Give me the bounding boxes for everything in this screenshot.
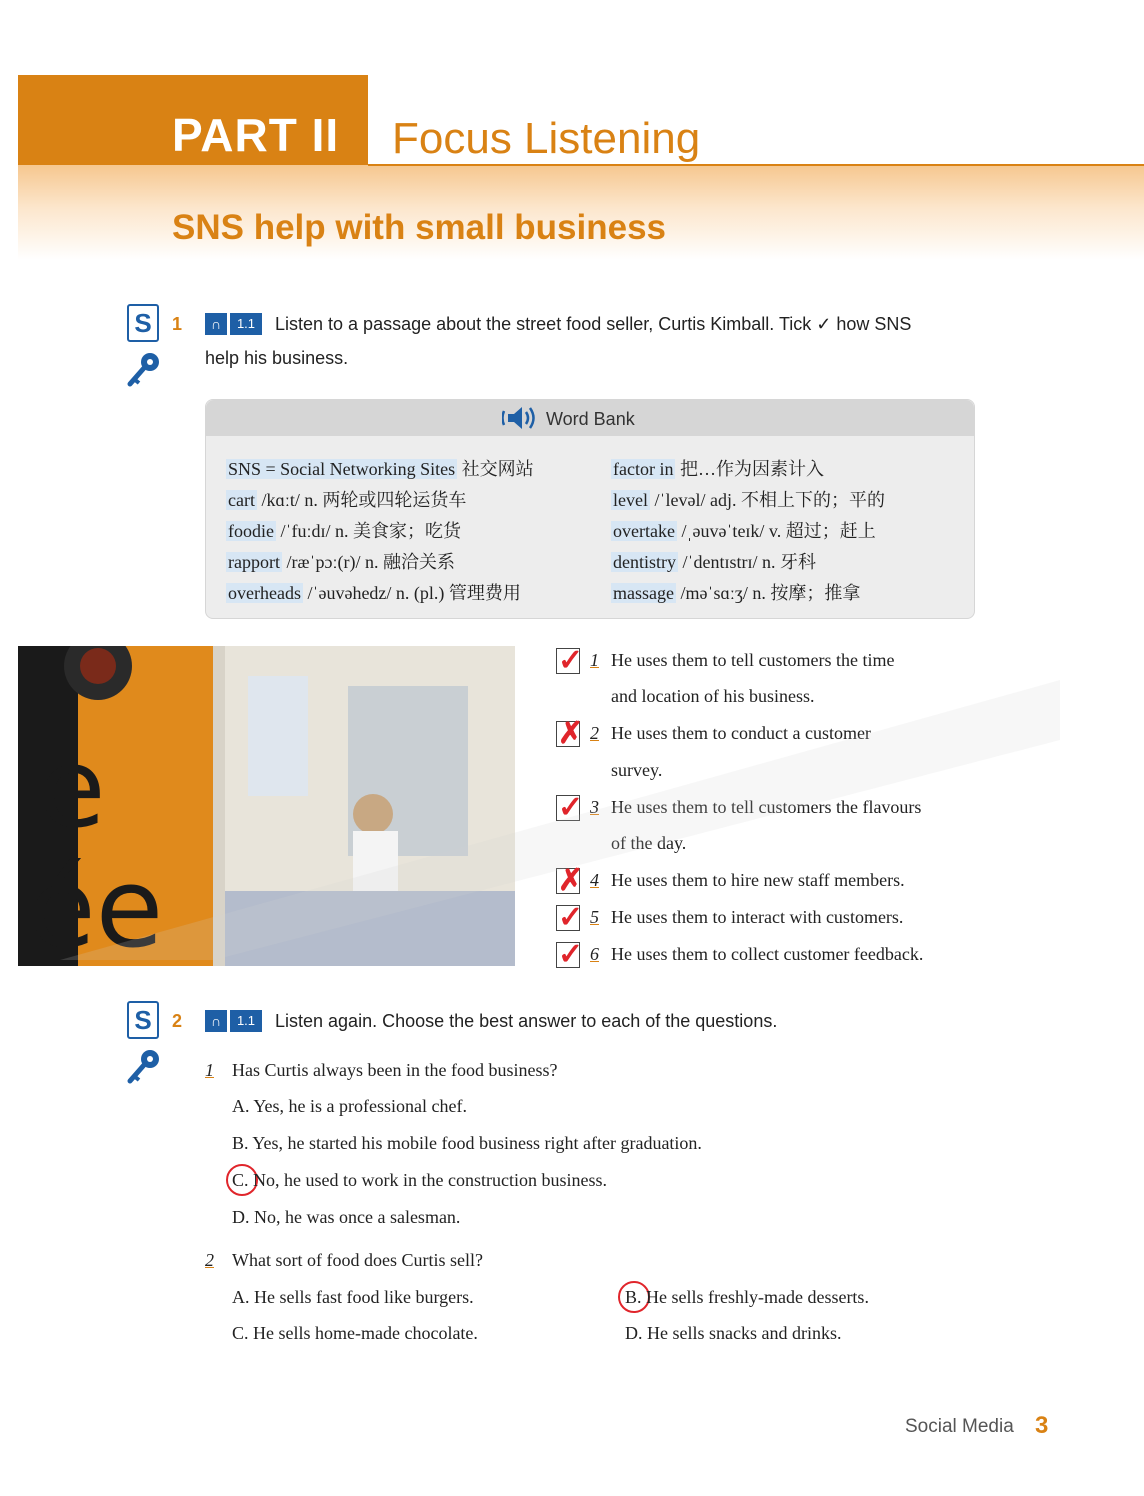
cross-mark: ✗ bbox=[558, 717, 584, 750]
headphones-icon: ∩ bbox=[205, 1010, 227, 1032]
tick-mark: ✓ bbox=[558, 644, 584, 677]
headphones-icon: ∩ bbox=[205, 313, 227, 335]
page-subtitle: SNS help with small business bbox=[172, 208, 667, 247]
item-number: 3 bbox=[590, 797, 599, 817]
answer-option[interactable]: D. He sells snacks and drinks. bbox=[625, 1323, 842, 1343]
svg-text:ée: ée bbox=[28, 844, 164, 966]
tick-mark: ✓ bbox=[558, 938, 584, 971]
track-number: 1.1 bbox=[230, 1010, 262, 1032]
tick-mark: ✓ bbox=[558, 791, 584, 824]
exercise-instruction-cont: help his business. bbox=[205, 348, 349, 368]
question-number: 2 bbox=[205, 1250, 214, 1270]
exercise-instruction: Listen to a passage about the street food seller, Curtis Kimball. Tick ✓ how SNS bbox=[275, 314, 912, 334]
page-number: 3 bbox=[1035, 1412, 1049, 1439]
track-number: 1.1 bbox=[230, 313, 262, 335]
item-number: 1 bbox=[590, 650, 599, 670]
tick-item-text: and location of his business. bbox=[611, 686, 815, 706]
item-number: 5 bbox=[590, 907, 599, 927]
footer-unit-label: Social Media bbox=[905, 1416, 1014, 1437]
word-bank-entry: rapport /ræˈpɔː(r)/ n. 融洽关系 bbox=[228, 552, 455, 572]
question-text: Has Curtis always been in the food business? bbox=[232, 1060, 558, 1080]
speaking-s-icon: S bbox=[127, 1001, 159, 1039]
tick-item-text: He uses them to conduct a customer bbox=[611, 723, 871, 743]
tick-item-text: of the day. bbox=[611, 833, 687, 853]
tick-item-text: He uses them to tell customers the time bbox=[611, 650, 895, 670]
svg-text:e: e bbox=[38, 724, 106, 852]
audio-track-button[interactable] bbox=[205, 313, 262, 335]
answer-option[interactable]: C. No, he used to work in the construction business. bbox=[232, 1170, 607, 1190]
word-bank-entry: SNS = Social Networking Sites 社交网站 bbox=[228, 459, 534, 479]
item-number: 6 bbox=[590, 944, 599, 964]
exercise-number: 2 bbox=[172, 1011, 183, 1031]
item-number: 4 bbox=[590, 870, 599, 890]
word-bank-entry: overheads /ˈəuvəhedz/ n. (pl.) 管理费用 bbox=[228, 583, 521, 603]
answer-option[interactable]: A. He sells fast food like burgers. bbox=[232, 1287, 474, 1307]
item-number: 2 bbox=[590, 723, 599, 743]
speaking-s-icon: S bbox=[127, 304, 159, 342]
tick-item-text: He uses them to collect customer feedback. bbox=[611, 944, 924, 964]
word-bank-entry: level /ˈlevəl/ adj. 不相上下的；平的 bbox=[613, 490, 885, 510]
tick-item-text: He uses them to interact with customers. bbox=[611, 907, 904, 927]
question-text: What sort of food does Curtis sell? bbox=[232, 1250, 483, 1270]
word-bank-entry: massage /məˈsɑːʒ/ n. 按摩；推拿 bbox=[613, 583, 861, 603]
part-label: PART II bbox=[172, 109, 340, 161]
word-bank-entry: cart /kɑːt/ n. 两轮或四轮运货车 bbox=[228, 490, 467, 510]
food-cart-photo bbox=[18, 646, 515, 966]
word-bank-entry: dentistry /ˈdentɪstrɪ/ n. 牙科 bbox=[613, 552, 816, 572]
exercise-instruction: Listen again. Choose the best answer to each of the questions. bbox=[275, 1011, 778, 1031]
tick-item-text: He uses them to tell customers the flavours bbox=[611, 797, 922, 817]
key-icon bbox=[126, 1047, 162, 1085]
answer-option[interactable]: A. Yes, he is a professional chef. bbox=[232, 1096, 467, 1116]
key-icon bbox=[126, 350, 162, 388]
audio-track-button[interactable] bbox=[205, 1010, 262, 1032]
section-title: Focus Listening bbox=[392, 114, 701, 163]
speaker-icon bbox=[502, 403, 538, 433]
answer-option[interactable]: D. No, he was once a salesman. bbox=[232, 1207, 461, 1227]
word-bank-title: Word Bank bbox=[546, 409, 635, 429]
answer-option[interactable]: B. He sells freshly-made desserts. bbox=[625, 1287, 869, 1307]
exercise-number: 1 bbox=[172, 314, 183, 334]
answer-option[interactable]: C. He sells home-made chocolate. bbox=[232, 1323, 478, 1343]
word-bank-entry: foodie /ˈfuːdɪ/ n. 美食家；吃货 bbox=[228, 521, 461, 541]
word-bank-entry: overtake /ˌəuvəˈteɪk/ v. 超过；赶上 bbox=[613, 521, 876, 541]
tick-item-text: survey. bbox=[611, 760, 663, 780]
tick-item-text: He uses them to hire new staff members. bbox=[611, 870, 905, 890]
answer-option[interactable]: B. Yes, he started his mobile food business right after graduation. bbox=[232, 1133, 702, 1153]
header-rule bbox=[368, 164, 1144, 166]
tick-mark: ✓ bbox=[558, 901, 584, 934]
word-bank bbox=[205, 399, 975, 619]
cross-mark: ✗ bbox=[558, 864, 584, 897]
word-bank-entry: factor in 把…作为因素计入 bbox=[613, 459, 824, 479]
question-number: 1 bbox=[205, 1060, 214, 1080]
